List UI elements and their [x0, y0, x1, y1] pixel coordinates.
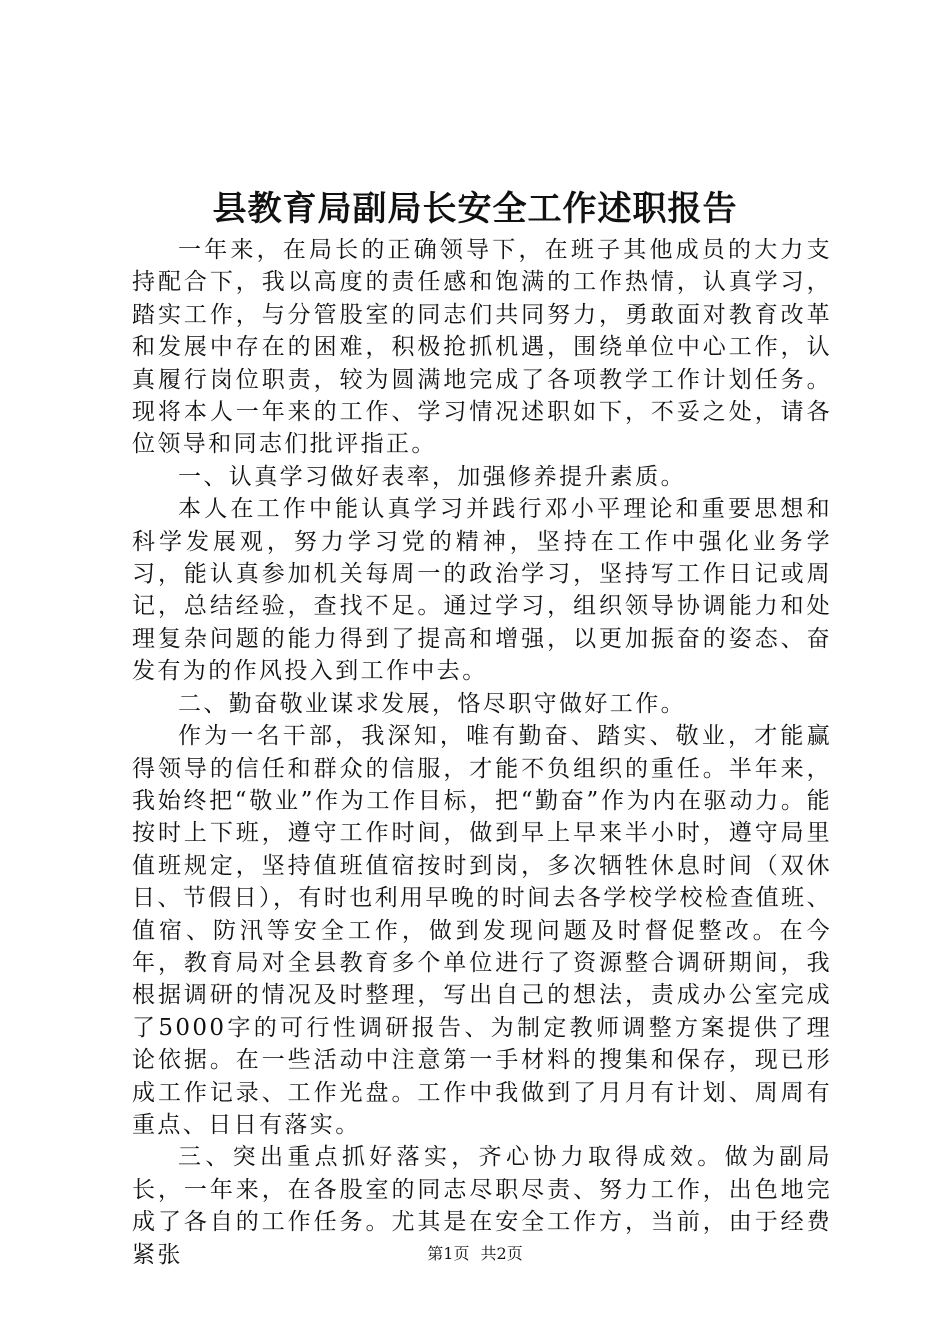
paragraph-section-1: 本人在工作中能认真学习并践行邓小平理论和重要思想和科学发展观，努力学习党的精神，坚持在工作中强化业务学习，能认真参加机关每周一的政治学习，坚持写工作日记或周记，总结经验，查找不足。通过学习，组织领导协调能力和处理复杂问题的能力得到了提高和增强，以更加振奋的姿态、奋发有为的作风投入到工作中去。: [132, 496, 832, 685]
paragraph-intro: 一年来，在局长的正确领导下，在班子其他成员的大力支持配合下，我以高度的责任感和饱满的工作热情，认真学习，踏实工作，与分管股室的同志们共同努力，勇敢面对教育改革和发展中存在的困难，积极抢抓机遇，围绕单位中心工作，认真履行岗位职责，较为圆满地完成了各项教学工作计划任务。现将本人一年来的工作、学习情况述职如下，不妥之处，请各位领导和同志们批评指正。: [132, 237, 832, 458]
section-heading-2: 二、勤奋敬业谋求发展，恪尽职守做好工作。: [178, 690, 686, 717]
paragraph-section-2: 作为一名干部，我深知，唯有勤奋、踏实、敬业，才能赢得领导的信任和群众的信服，才能不负组织的重任。半年来，我始终把“敬业”作为工作目标，把“勤奋”作为内在驱动力。能按时上下班，遵守工作时间，做到早上早来半小时，遵守局里值班规定，坚持值班值宿按时到岗，多次牺牲休息时间（双休日、节假日），有时也利用早晚的时间去各学校学校检查值班、值宿、防汛等安全工作，做到发现问题及时督促整改。在今年，教育局对全县教育多个单位进行了资源整合调研期间，我根据调研的情况及时整理，写出自己的想法，责成办公室完成了5000字的可行性调研报告、为制定教师调整方案提供了理论依据。在一些活动中注意第一手材料的搜集和保存，现已形成工作记录、工作光盘。工作中我做到了月月有计划、周周有重点、日日有落实。: [132, 723, 832, 1138]
page-footer: 第1页 共2页: [427, 1244, 523, 1263]
document-title: 县教育局副局长安全工作述职报告: [212, 189, 738, 229]
section-heading-1: 一、认真学习做好表率，加强修养提升素质。: [178, 463, 686, 490]
document-body: [132, 234, 832, 1271]
paragraph-section-3: 三、突出重点抓好落实，齐心协力取得成效。做为副局长，一年来，在各股室的同志尽职尽责、努力工作，出色地完成了各自的工作任务。尤其是在安全工作方，当前，由于经费紧张: [132, 1144, 832, 1268]
